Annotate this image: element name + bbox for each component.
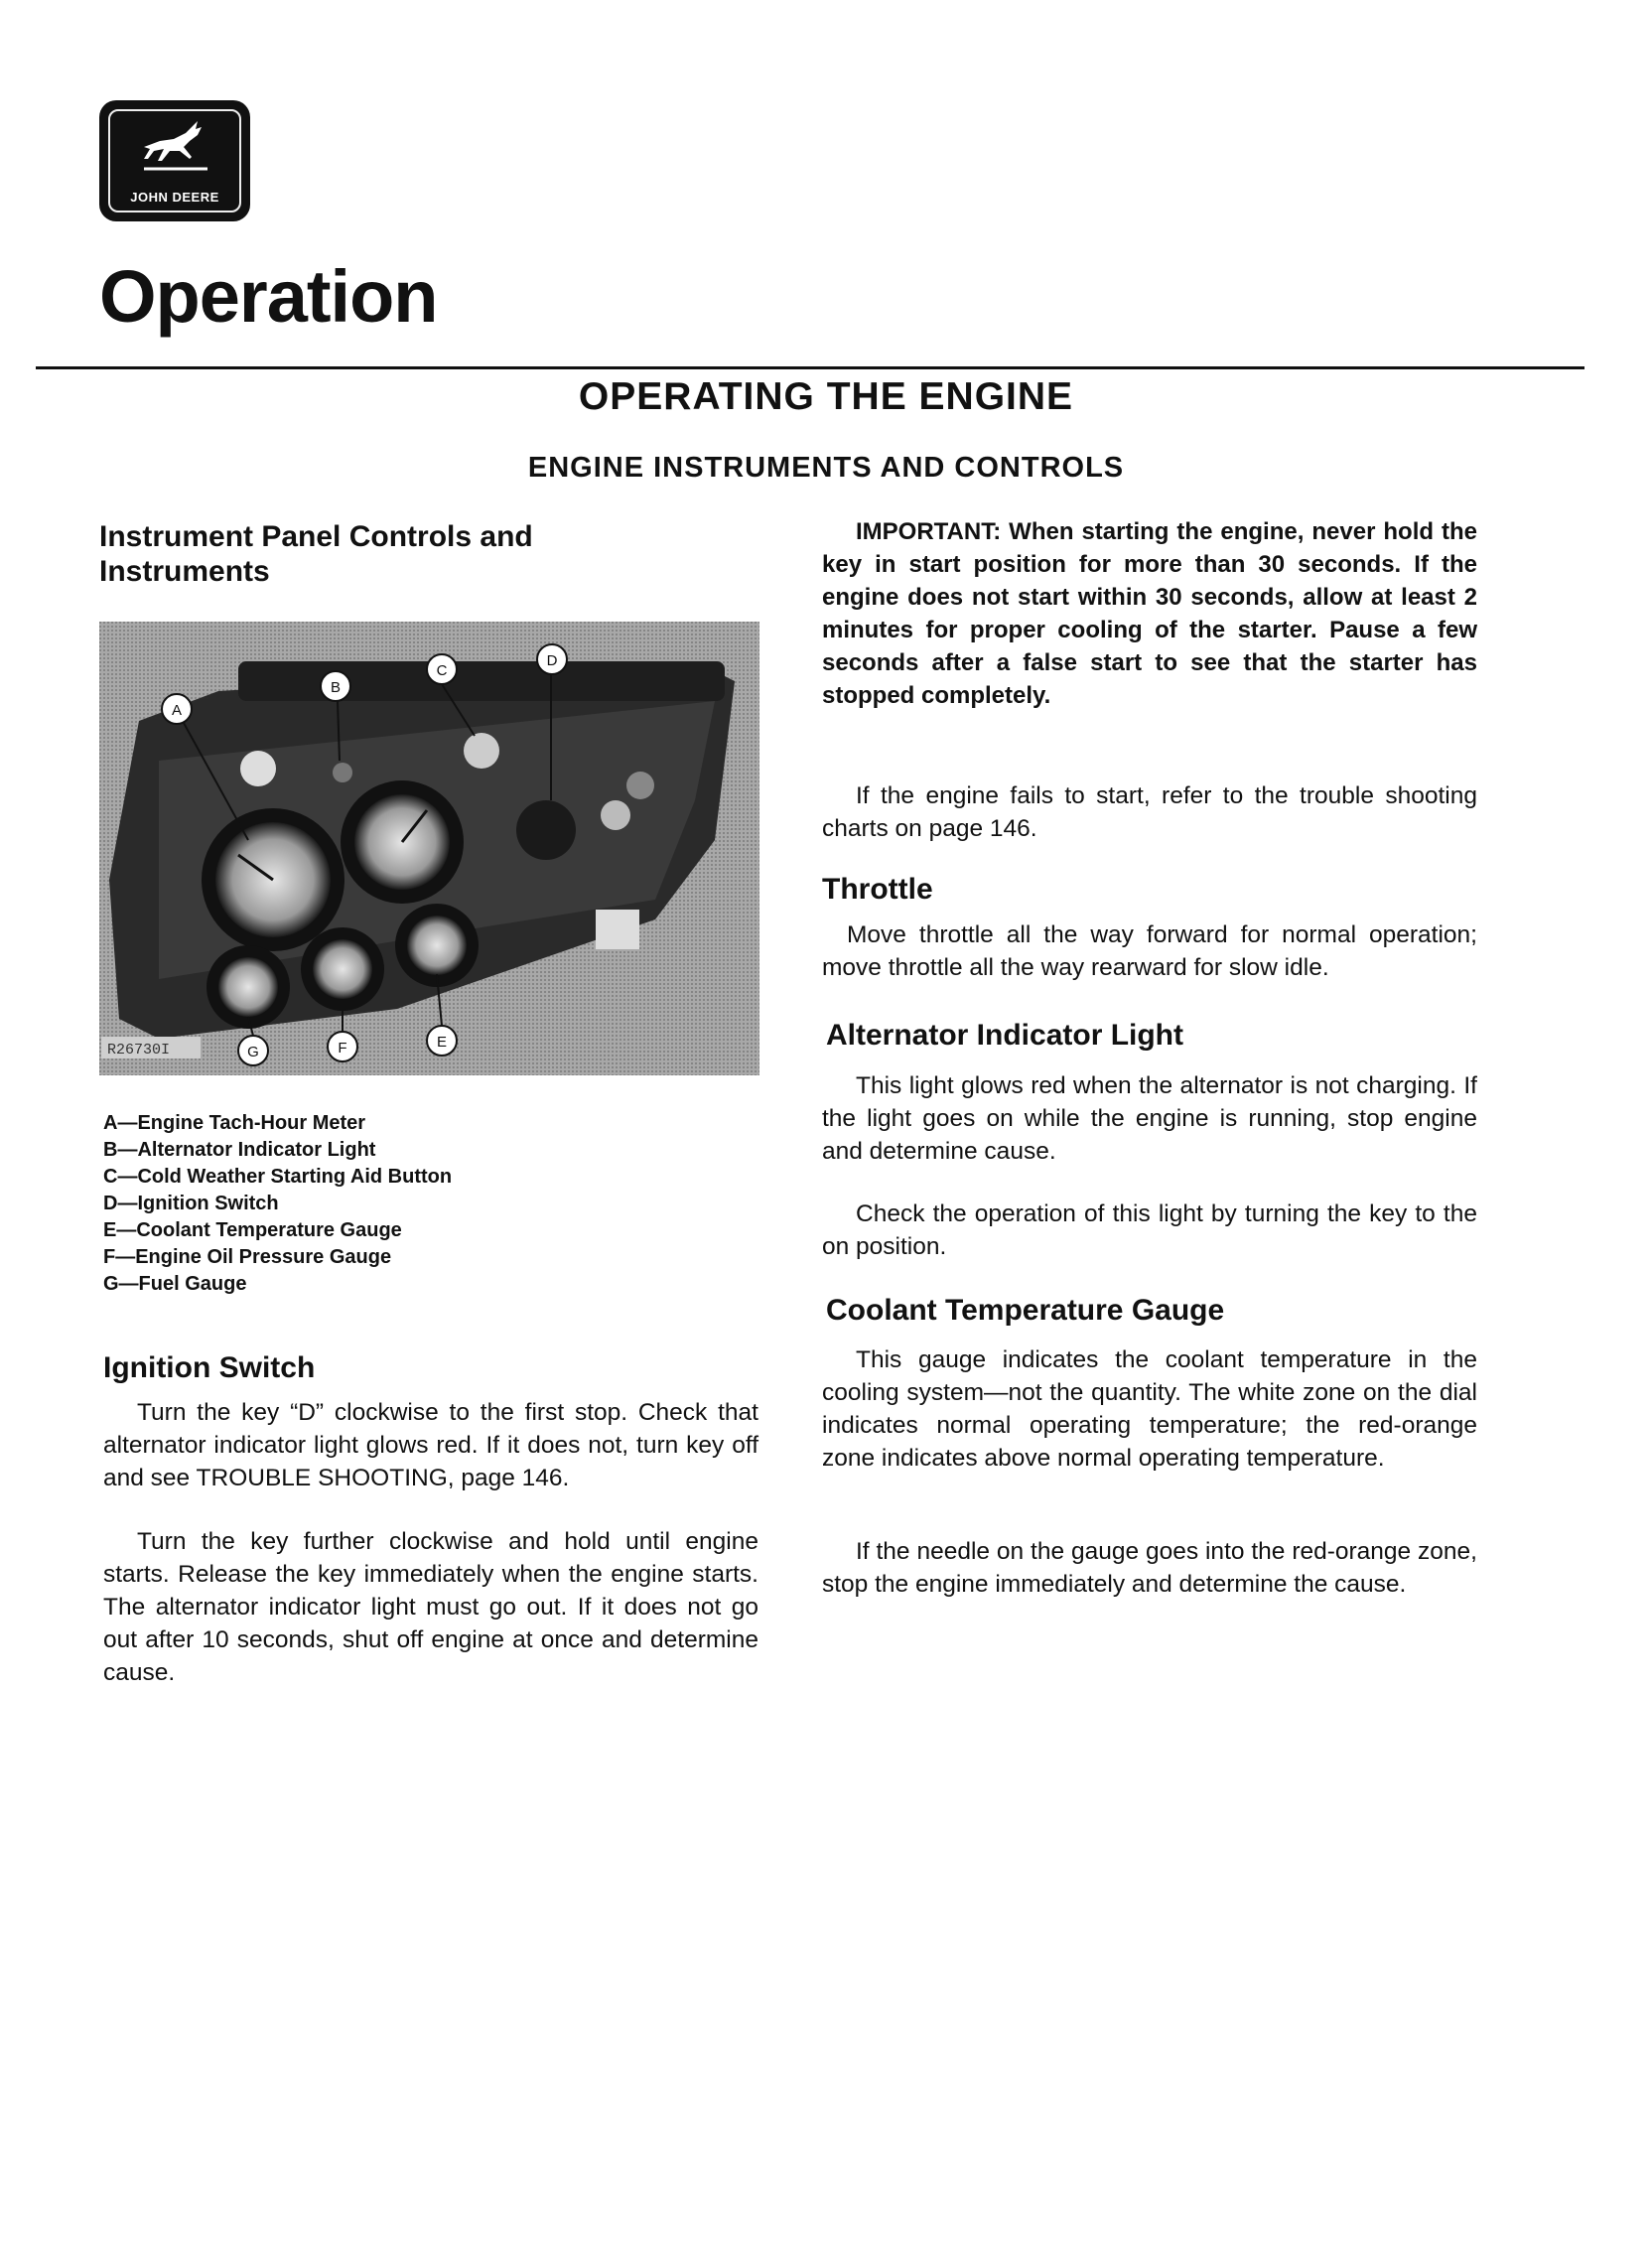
- ignition-switch-heading: Ignition Switch: [103, 1351, 316, 1384]
- callout-b: B: [330, 679, 342, 696]
- fails-to-start-paragraph: If the engine fails to start, refer to the trouble shooting charts on page 146.: [822, 782, 1477, 842]
- caption-item: G—Fuel Gauge: [103, 1273, 247, 1295]
- instrument-panel-heading: Instrument Panel Controls and Instruments: [99, 520, 533, 588]
- figure-id: R26730I: [107, 1042, 171, 1058]
- callout-c: C: [436, 662, 448, 679]
- ignition-paragraph-1: Turn the key “D” clockwise to the first stop. Check that alternator indicator light glows red. If it does not, turn key off and see TROUBLE SHOOTING, page 146.: [103, 1399, 758, 1491]
- caption-item: B—Alternator Indicator Light: [103, 1139, 376, 1161]
- title-rule: [36, 366, 1584, 369]
- sub-heading: ENGINE INSTRUMENTS AND CONTROLS: [527, 452, 1125, 484]
- callout-a: A: [171, 702, 183, 719]
- page-title: Operation: [99, 255, 438, 338]
- caption-item: C—Cold Weather Starting Aid Button: [103, 1166, 453, 1188]
- callout-d: D: [546, 652, 558, 669]
- ignition-paragraph-2: Turn the key further clockwise and hold until engine starts. Release the key immediately when the engine starts. The alternator indicator light must go out. If it does not go out after 10 seconds, shut off engine at once and determine cause.: [103, 1528, 758, 1686]
- callout-f: F: [338, 1040, 347, 1057]
- alternator-light-heading: Alternator Indicator Light: [826, 1019, 1183, 1052]
- deer-icon: [140, 117, 211, 177]
- coolant-gauge-heading: Coolant Temperature Gauge: [826, 1294, 1225, 1327]
- callout-g: G: [247, 1044, 259, 1060]
- caption-item: F—Engine Oil Pressure Gauge: [103, 1246, 392, 1268]
- caption-item: D—Ignition Switch: [103, 1193, 279, 1214]
- alternator-paragraph-1: This light glows red when the alternator is not charging. If the light goes on while the engine is running, stop engine and determine cause.: [822, 1072, 1477, 1165]
- callout-e: E: [436, 1034, 448, 1051]
- caption-list: [103, 1110, 659, 1298]
- logo-text: JOHN DEERE: [130, 190, 219, 205]
- coolant-paragraph-2: If the needle on the gauge goes into the red-orange zone, stop the engine immediately and determine the cause.: [822, 1538, 1477, 1598]
- throttle-paragraph: Move throttle all the way forward for normal operation; move throttle all the way rearward for slow idle.: [822, 921, 1477, 981]
- important-note: IMPORTANT: When starting the engine, never hold the key in start position for more than 30 seconds. If the engine does not start within 30 seconds, allow at least 2 minutes for proper cooling of the starter. Pause a few seconds after a false start to see that the starter has stopped completely.: [822, 518, 1477, 709]
- alternator-paragraph-2: Check the operation of this light by turning the key to the on position.: [822, 1200, 1477, 1260]
- main-heading: OPERATING THE ENGINE: [578, 375, 1074, 418]
- throttle-heading: Throttle: [822, 873, 933, 906]
- caption-item: E—Coolant Temperature Gauge: [103, 1219, 402, 1241]
- john-deere-logo: [102, 103, 247, 218]
- instrument-panel-photo: [99, 622, 759, 1075]
- caption-item: A—Engine Tach-Hour Meter: [103, 1112, 366, 1134]
- coolant-paragraph-1: This gauge indicates the coolant temperature in the cooling system—not the quantity. The white zone on the dial indicates normal operating temperature; the red-orange zone indicates above normal operating temperature.: [822, 1346, 1477, 1472]
